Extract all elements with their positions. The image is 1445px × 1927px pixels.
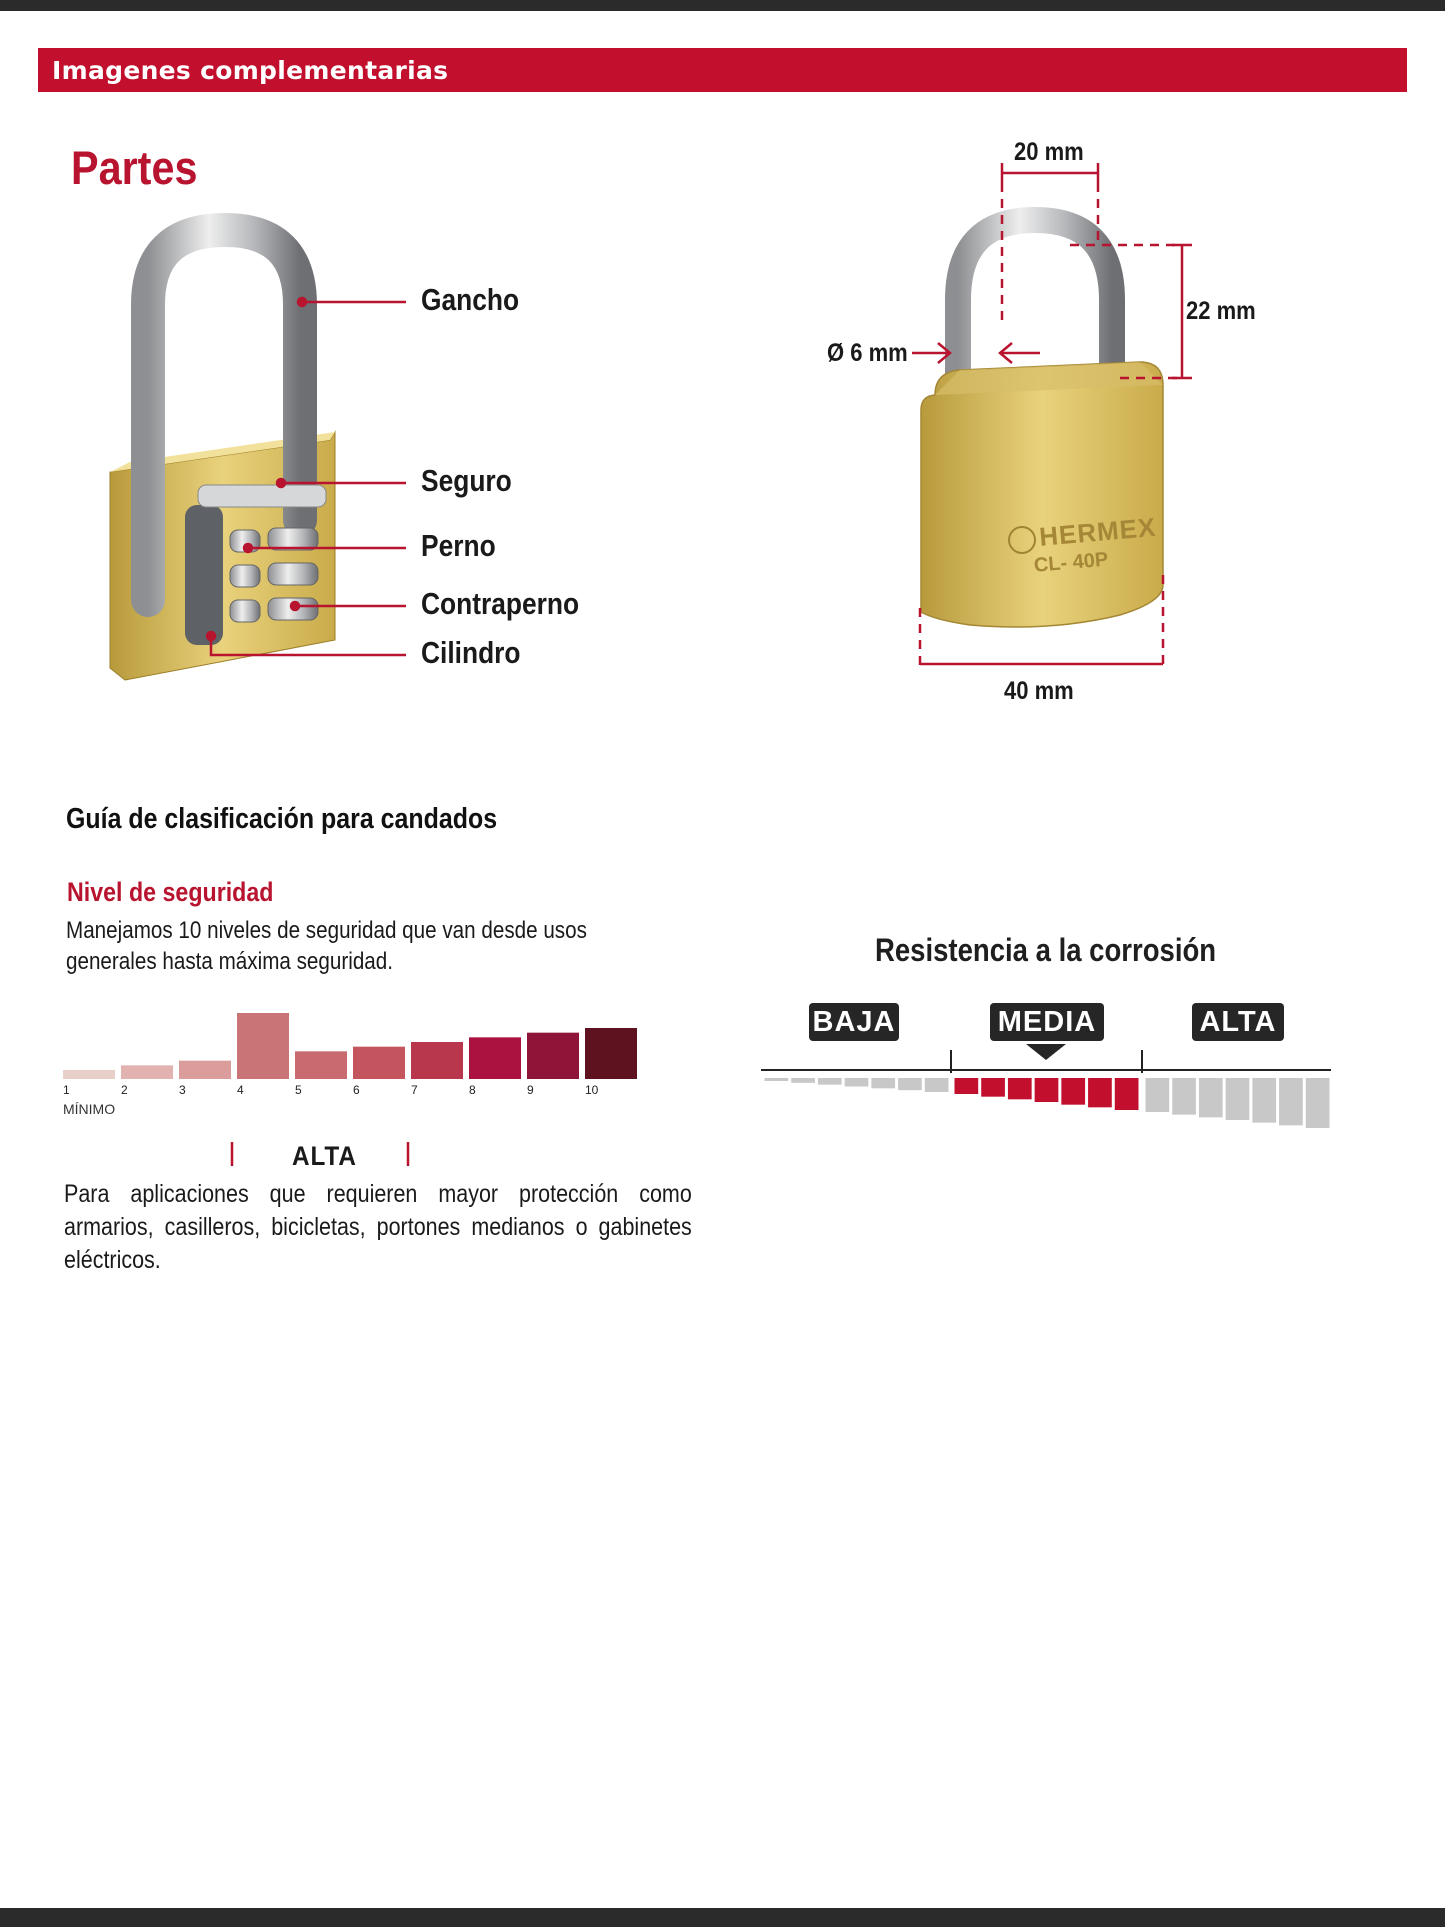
- guide-title: Guía de clasificación para candados: [66, 803, 498, 835]
- security-level-tick-9: 9: [527, 1083, 534, 1097]
- part-label-contraperno: Contraperno: [421, 586, 580, 621]
- corrosion-segment-low-3: [818, 1078, 842, 1085]
- security-level-tick-6: 6: [353, 1083, 360, 1097]
- model-engraving: CL- 40P: [1033, 548, 1110, 577]
- corrosion-segment-low-1: [765, 1078, 789, 1081]
- corrosion-tag-alta: ALTA: [1192, 1003, 1284, 1041]
- corrosion-segment-high-4: [1226, 1078, 1250, 1120]
- part-label-cilindro: Cilindro: [421, 635, 521, 670]
- corrosion-tag-baja: BAJA: [809, 1003, 899, 1041]
- corrosion-segment-medium-4: [1035, 1078, 1059, 1102]
- security-level-tick-2: 2: [121, 1083, 128, 1097]
- corrosion-segment-medium-1: [955, 1078, 979, 1094]
- dim-top-width: 20 mm: [1014, 138, 1084, 166]
- dim-shackle-diameter: Ø 6 mm: [827, 339, 908, 367]
- part-label-seguro: Seguro: [421, 463, 512, 498]
- bottom-border: [0, 1908, 1445, 1927]
- selected-level-description: Para aplicaciones que requieren mayor protección como armarios, casilleros, bicicletas, portones medianos o gabinetes eléctricos.: [64, 1180, 692, 1274]
- dim-body-width: 40 mm: [1004, 677, 1074, 705]
- part-label-perno: Perno: [421, 528, 496, 563]
- banner-title: Imagenes complementarias: [52, 56, 449, 85]
- brand-engraving: HERMEX: [1038, 511, 1158, 552]
- corrosion-selected-pointer: [1026, 1044, 1066, 1060]
- selected-level-label: ALTA: [292, 1141, 357, 1171]
- minimum-label: MÍNIMO: [63, 1101, 116, 1117]
- security-level-tick-7: 7: [411, 1083, 418, 1097]
- corrosion-segment-high-1: [1146, 1078, 1170, 1112]
- dim-shackle-height: 22 mm: [1186, 297, 1256, 325]
- security-level-tick-3: 3: [179, 1083, 186, 1097]
- corrosion-segment-medium-2: [981, 1078, 1005, 1097]
- security-level-description: Manejamos 10 niveles de seguridad que van desde usos generales hasta máxima seguridad.: [66, 917, 587, 975]
- security-level-title: Nivel de seguridad: [67, 877, 274, 907]
- corrosion-tag-media: MEDIA: [990, 1003, 1104, 1041]
- corrosion-segment-low-2: [791, 1078, 815, 1083]
- corrosion-title: Resistencia a la corrosión: [875, 932, 1217, 968]
- corrosion-segment-medium-7: [1115, 1078, 1139, 1110]
- corrosion-segment-medium-5: [1061, 1078, 1085, 1105]
- corrosion-segment-low-5: [871, 1078, 895, 1088]
- parts-title: Partes: [71, 141, 198, 194]
- corrosion-segment-low-4: [845, 1078, 869, 1087]
- corrosion-segment-low-6: [898, 1078, 922, 1090]
- corrosion-segment-high-2: [1172, 1078, 1196, 1115]
- part-label-gancho: Gancho: [421, 282, 520, 317]
- corrosion-segment-high-5: [1252, 1078, 1276, 1123]
- security-level-tick-4: 4: [237, 1083, 244, 1097]
- security-level-tick-10: 10: [585, 1083, 599, 1097]
- corrosion-segment-low-7: [925, 1078, 949, 1092]
- corrosion-segment-high-7: [1306, 1078, 1330, 1128]
- security-level-tick-5: 5: [295, 1083, 302, 1097]
- security-level-tick-1: 1: [63, 1083, 70, 1097]
- corrosion-segment-medium-6: [1088, 1078, 1112, 1107]
- corrosion-segment-high-3: [1199, 1078, 1223, 1117]
- security-level-tick-8: 8: [469, 1083, 476, 1097]
- corrosion-segment-medium-3: [1008, 1078, 1032, 1099]
- corrosion-segment-high-6: [1279, 1078, 1303, 1125]
